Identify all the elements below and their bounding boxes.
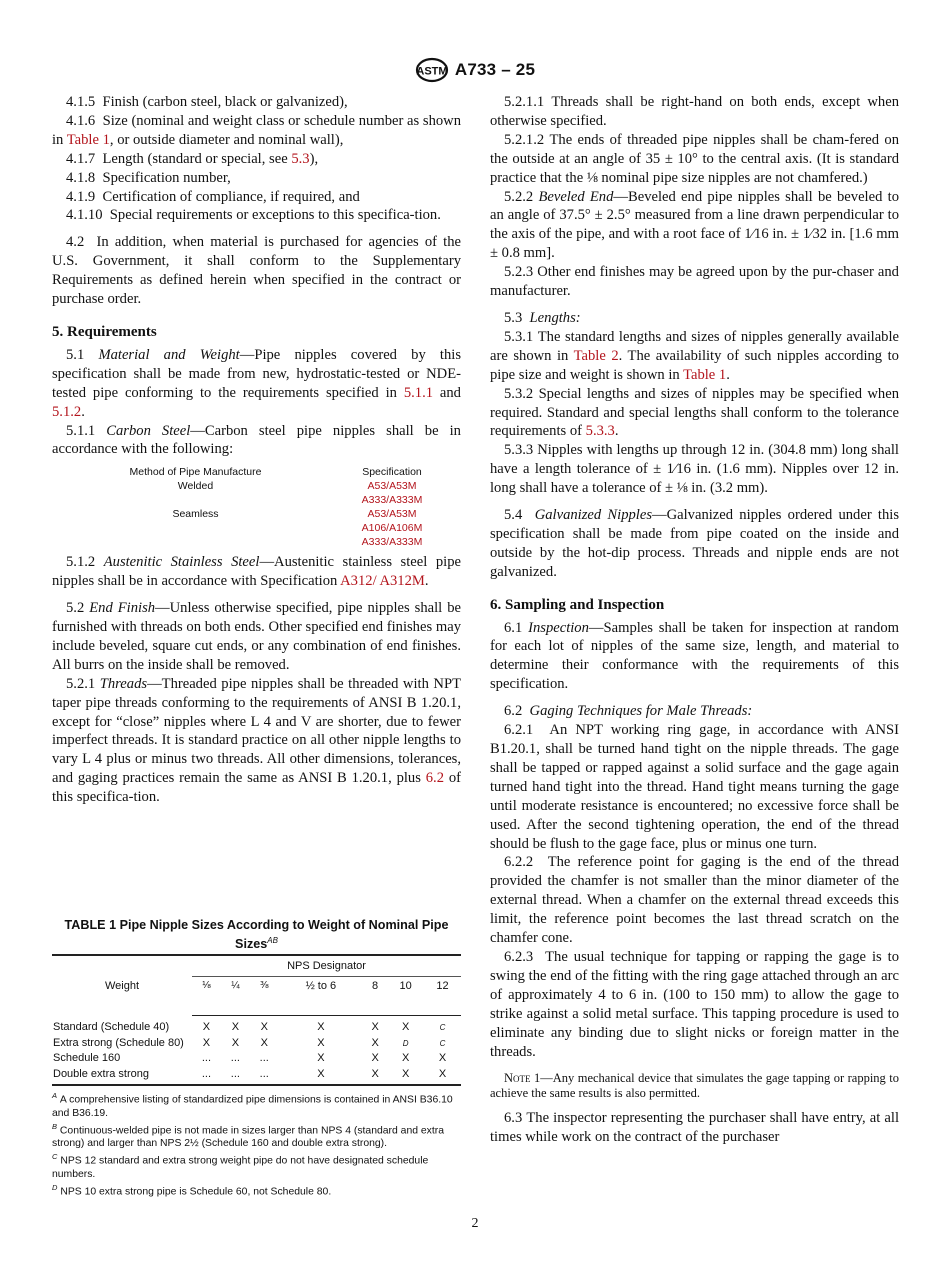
table-footnote: $^C$ NPS 12 standard and extra strong weight pipe do not have designated schedule numbers. bbox=[52, 1152, 429, 1180]
table-1-caption: TABLE 1 Pipe Nipple Sizes According to Weight of Nominal Pipe Sizes$^{AB}$ bbox=[64, 918, 449, 952]
paragraph-5-4: 5.4 Galvanized Nipples—Galvanized nipples ordered under this specification shall be made from pipe coated on the inside and outside by the hot-dip process. Threads and nipple ends are not galvanized. bbox=[490, 507, 900, 580]
left-column bbox=[52, 93, 461, 807]
paragraph-6-2-1: 6.2.1 An NPT working ring gage, in accordance with ANSI B1.20.1, shall be turned hand tight on the nipple threads. The gage shall be tapped or rapped against a solid surface and the gage again turned hand tight into the thread. Hand tight means turning the gage until moderate resistance is encountered; no excessive force shall be used. After the second tightening operation, the end of the thread should be flush to the gage face, plus or minus one turn. bbox=[490, 722, 899, 852]
table-row: Schedule 160 ... ... ... X X X X bbox=[53, 1052, 447, 1065]
paragraph-6-2-3: 6.2.3 The usual technique for tapping or rapping the gage is to swing the end of the fitting with the ring gage attached through an arc of approximately 4 to 6 in. (100 to 150 mm) to allow the gage to strike against a solid metal surface. This tapping procedure is used to eliminate any binding due to slight nicks or foreign matter in the threads. bbox=[490, 948, 899, 1060]
section-5-1-2-link[interactable]: 5.1.2 bbox=[52, 403, 82, 420]
table-row: Standard (Schedule 40) X X X X X X C bbox=[52, 1016, 461, 1036]
paragraph-5-2-1-2: 5.2.1.2 The ends of threaded pipe nipples shall be cham-fered on the outside at an angle of 35 ± 10° to the central axis. (It is standard practice that the ⅛ nominal pipe size nipples are not chamfered.) bbox=[490, 131, 899, 186]
column-header: ⅛ bbox=[192, 977, 221, 1016]
table-1 bbox=[52, 918, 461, 1198]
table-1-link[interactable]: Table 1 bbox=[66, 131, 110, 148]
item-4-1-9: 4.1.9 Certification of compliance, if required, and bbox=[66, 188, 360, 205]
table-row: Double extra strong ... ... ... X X X X bbox=[52, 1067, 461, 1086]
right-column bbox=[490, 93, 899, 1147]
item-4-1-7: 4.1.7 Length (standard or special, see 5.3), bbox=[66, 150, 319, 167]
column-header: ⅜ bbox=[250, 977, 279, 1016]
column-header: 10 bbox=[387, 977, 424, 1016]
table-2-link[interactable]: Table 2 bbox=[573, 347, 619, 364]
table-row: Extra strong (Schedule 80) X X X X X D C bbox=[52, 1036, 461, 1052]
footnote-marker: C bbox=[439, 1038, 446, 1048]
paragraph-5-1-1: 5.1.1 Carbon Steel—Carbon steel pipe nipples shall be in accordance with the following: bbox=[52, 422, 461, 458]
paragraph-5-2-1: 5.2.1 Threads—Threaded pipe nipples shall be threaded with NPT taper pipe threads conforming to the requirements of ANSI B 1.20.1, except for “close” nipples where L 4 and V are shorter, due to fewer imperfect threads. It is standard practice on all other nipple lengths to vary L 4 plus or minus two threads. All other dimensions, tolerances, and gaging practices remain the same as ANSI B 1.20.1, plus 6.2 of this specifica-tion. bbox=[52, 675, 461, 806]
paragraph-6-1: 6.1 Inspection—Samples shall be taken for inspection at random for each lot of nipples of the same size, length, and material to determine their conformance with the requirements of this specification. bbox=[490, 619, 899, 693]
paragraph-5-3-3: 5.3.3 Nipples with lengths up through 12 in. (304.8 mm) long shall have a length tolerance of ± 1⁄16 in. (1.6 mm). Nipples over 12 in. long shall have a tolerance of ± ⅛ in. (3.2 mm). bbox=[490, 442, 899, 497]
section-5-3-3-link[interactable]: 5.3.3 bbox=[585, 423, 615, 440]
table-1-footnotes bbox=[52, 1089, 461, 1198]
manufacture-table-row bbox=[52, 521, 461, 535]
paragraph-5-3-2: 5.3.2 Special lengths and sizes of nipples may be specified when required. Standard and special lengths shall conform to the tolerance requirements of 5.3.3. bbox=[490, 385, 899, 440]
item-4-1-5: 4.1.5 Finish (carbon steel, black or galvanized), bbox=[66, 94, 348, 110]
paragraph-5-2-3: 5.2.3 Other end finishes may be agreed upon by the pur-chaser and manufacturer. bbox=[490, 264, 899, 300]
paragraph-4-2: 4.2 In addition, when material is purchased for agencies of the U.S. Government, it shall conform to the Supplementary Requirements as defined herein when specified in the contract or purchase order. bbox=[52, 234, 462, 308]
table-footnote: $^D$ NPS 10 extra strong pipe is Schedule 60, not Schedule 80. bbox=[52, 1182, 332, 1198]
page-number: 2 bbox=[471, 1216, 479, 1231]
paragraph-5-3: 5.3 Lengths: bbox=[504, 309, 581, 326]
manufacture-table-header: Method of Pipe Manufacture Specification bbox=[129, 466, 422, 479]
spec-link[interactable]: A53/A53M bbox=[367, 508, 417, 521]
paragraph-6-3: 6.3 The inspector representing the purchaser shall have entry, at all times while work on the contract of the purchaser bbox=[490, 1110, 899, 1146]
paragraph-6-2: 6.2 Gaging Techniques for Male Threads: bbox=[504, 703, 753, 720]
section-5-3-link[interactable]: 5.3 bbox=[291, 150, 310, 167]
svg-text:ASTM: ASTM bbox=[416, 65, 448, 78]
footnote-marker: D bbox=[402, 1038, 409, 1048]
item-4-1-6: 4.1.6 Size (nominal and weight class or schedule number as shown in Table 1, or outside diameter and nominal wall), bbox=[52, 112, 462, 148]
spec-link[interactable]: A53/A53M bbox=[367, 480, 417, 493]
section-6-heading: 6. Sampling and Inspection bbox=[490, 596, 665, 613]
item-4-1-10: 4.1.10 Special requirements or exceptions to this specifica-tion. bbox=[66, 207, 441, 224]
paragraph-5-3-1: 5.3.1 The standard lengths and sizes of nipples generally available are shown in Table 2. The availability of such nipples according to pipe size and weight is shown in Table 1. bbox=[490, 328, 900, 383]
section-6-2-link[interactable]: 6.2 bbox=[425, 770, 444, 787]
footnote-marker: C bbox=[439, 1023, 446, 1033]
standard-designation: A733 – 25 bbox=[454, 60, 536, 79]
column-header: 12 bbox=[424, 977, 461, 1016]
item-4-1-8: 4.1.8 Specification number, bbox=[66, 169, 231, 186]
column-header: 8 bbox=[363, 977, 387, 1016]
weight-column-header: Weight bbox=[104, 979, 140, 992]
manufacture-table-row: Welded A53/A53M bbox=[52, 479, 461, 493]
note-1: Note 1—Any mechanical device that simulates the gage tapping or rapping to achieve the same results is also permitted. bbox=[490, 1071, 899, 1101]
paragraph-5-2-1-1: 5.2.1.1 Threads shall be right-hand on both ends, except when otherwise specified. bbox=[490, 94, 899, 129]
column-header: ½ to 6 bbox=[279, 977, 363, 1016]
table-footnote: $^A$ A comprehensive listing of standardized pipe dimensions is contained in ANSI B36.10 and B36.19. bbox=[52, 1091, 453, 1119]
spec-link[interactable]: A333/A333M bbox=[361, 536, 423, 549]
table-1-grid bbox=[52, 954, 461, 1086]
note-label: Note 1 bbox=[504, 1071, 541, 1086]
paragraph-6-2-2: 6.2.2 The reference point for gaging is the end of the thread provided the chamfer is not smaller than the minor diameter of the external thread. When a chamfer on the external thread exceeds this limit, the reference point becomes the last thread scratch on the chamfer cone. bbox=[490, 854, 899, 947]
paragraph-5-2: 5.2 End Finish—Unless otherwise specified, pipe nipples shall be furnished with threads on both ends. Other specified end finishes may include beveled, square cut ends, or any combination of end finishes. All burrs on the inside shall be removed. bbox=[52, 600, 461, 673]
spec-link[interactable]: A333/A333M bbox=[361, 494, 423, 507]
a312-spec-link[interactable]: A312/ A312M bbox=[340, 573, 425, 590]
manufacture-table-row bbox=[52, 535, 461, 549]
table-footnote: $^B$ Continuous-welded pipe is not made in sizes larger than NPS 4 (standard and extra strong) and larger than NPS 2½ (Schedule 160 and double extra strong). bbox=[52, 1121, 444, 1150]
section-5-heading: 5. Requirements bbox=[52, 323, 157, 340]
astm-logo-icon bbox=[415, 57, 449, 83]
spec-link[interactable]: A106/A106M bbox=[361, 522, 423, 535]
manufacture-table-row: Seamless A53/A53M bbox=[52, 507, 461, 521]
paragraph-5-1-2: 5.1.2 Austenitic Stainless Steel—Austenitic stainless steel pipe nipples shall be in accordance with Specification A312/ A312M. bbox=[52, 554, 461, 590]
manufacture-spec-table bbox=[52, 465, 461, 549]
manufacture-table-row bbox=[52, 493, 461, 507]
section-5-1-1-link[interactable]: 5.1.1 bbox=[403, 384, 434, 401]
paragraph-5-1: 5.1 Material and Weight—Pipe nipples covered by this specification shall be made from new, hydrostatic-tested or NDE-tested pipe conforming to the requirements specified in 5.1.1 and 5.1.2. bbox=[52, 346, 461, 420]
column-header: ¼ bbox=[221, 977, 250, 1016]
paragraph-5-2-2: 5.2.2 Beveled End—Beveled end pipe nipples shall be beveled to an angle of 37.5° ± 2.5° measured from a line drawn perpendicular to the axis of the pipe, and with a root face of 1⁄16 in. ± 1⁄32 in. [1.6 mm ± 0.8 mm]. bbox=[490, 188, 899, 262]
nps-designator-header: NPS Designator bbox=[192, 955, 461, 977]
page-header bbox=[0, 56, 950, 84]
table-1-link[interactable]: Table 1 bbox=[683, 366, 727, 383]
